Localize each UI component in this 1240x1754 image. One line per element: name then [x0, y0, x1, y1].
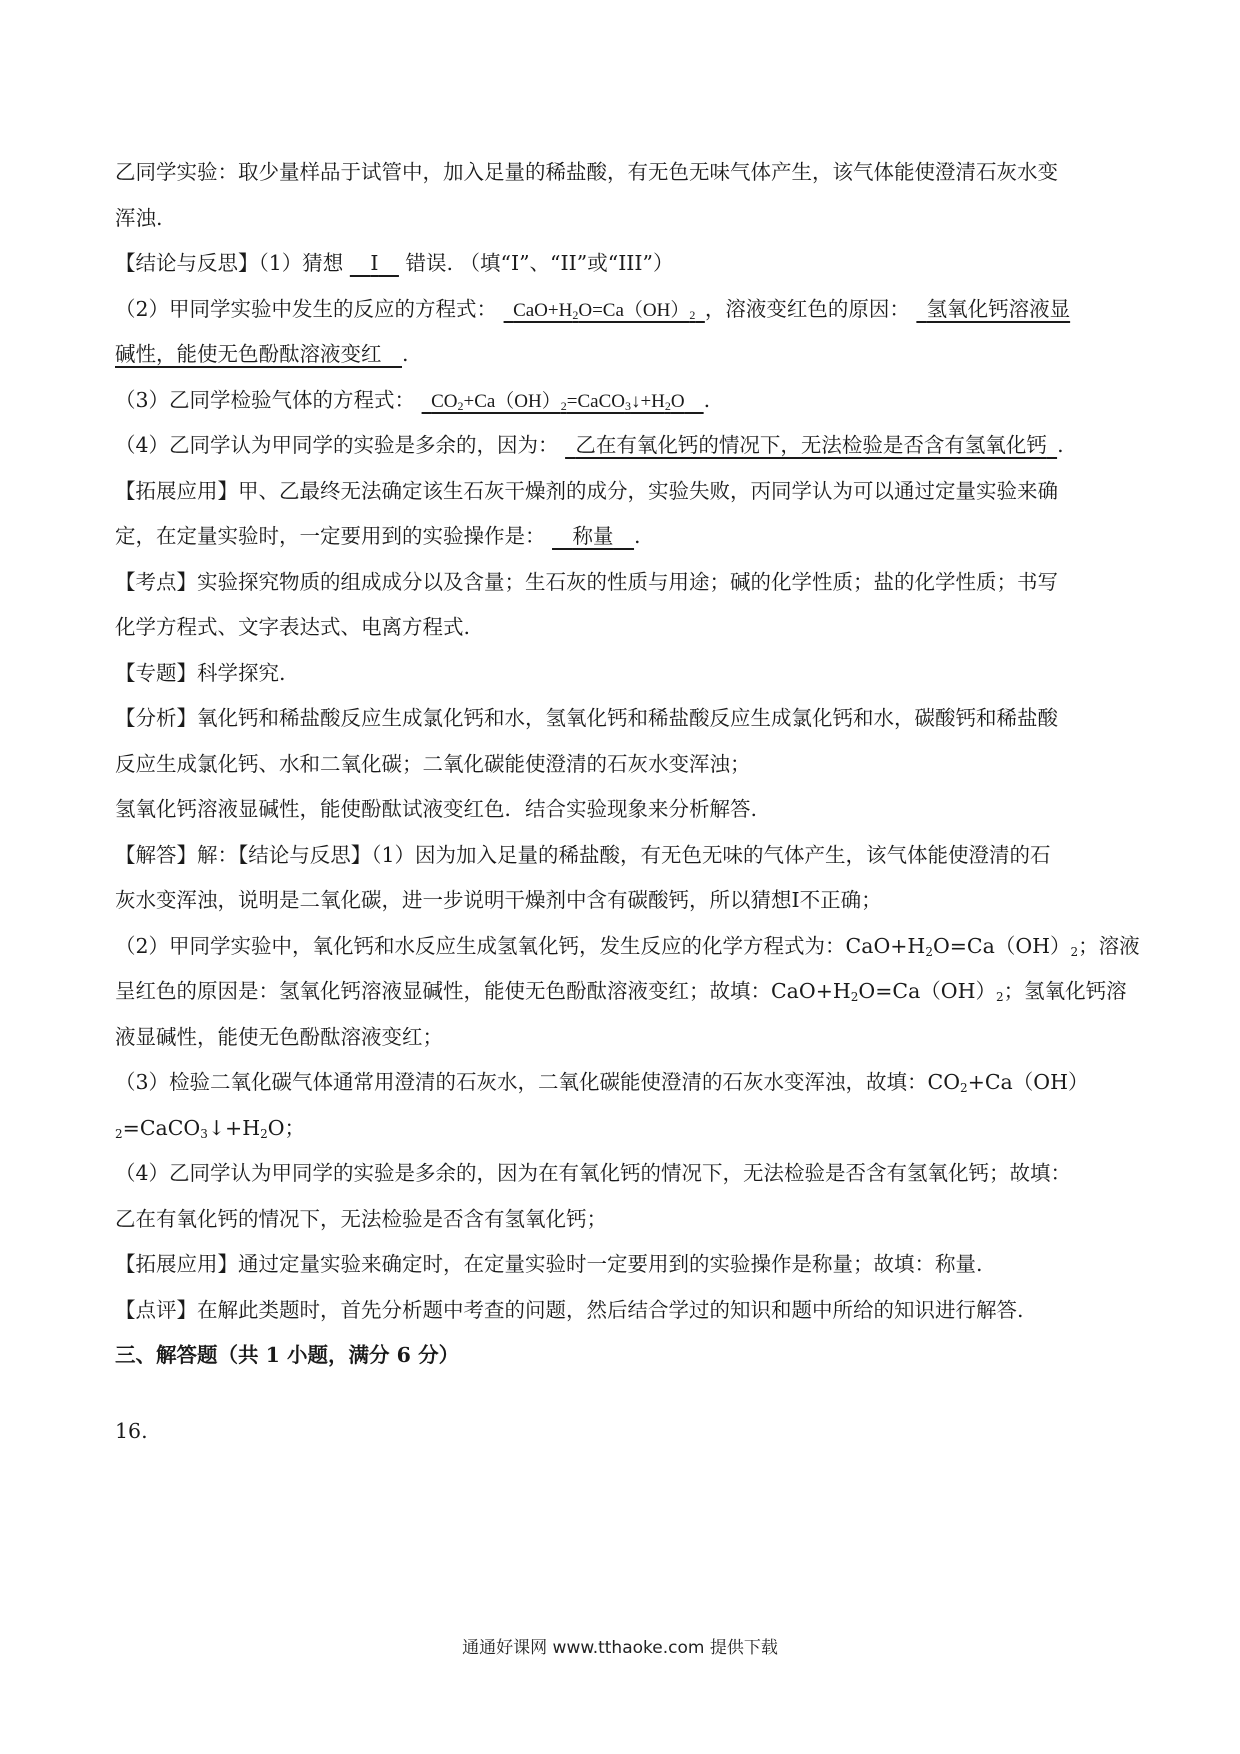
text: 液显碱性，能使无色酚酞溶液变红； — [115, 1024, 443, 1049]
subscript: 2 — [960, 1081, 968, 1095]
text: 错误. （填“I”、“II”或“III”） — [405, 251, 674, 275]
text: 【分析】氧化钙和稀盐酸反应生成氯化钙和水，氢氧化钙和稀盐酸反应生成氯化钙和水，碳酸钙和稀盐酸 — [115, 706, 1058, 730]
text-line — [115, 696, 1135, 742]
text: ；溶液 — [1078, 933, 1140, 958]
answer-text: I — [370, 251, 379, 275]
text: 【拓展应用】甲、乙最终无法确定该生石灰干燥剂的成分，实验失败，丙同学认为可以通过定量实验来确 — [115, 478, 1058, 503]
subscript: 3 — [624, 398, 631, 413]
formula-text: CO — [431, 390, 458, 412]
text-line — [115, 924, 1140, 970]
document-body — [115, 150, 1140, 1454]
subscript: 2 — [560, 398, 567, 413]
formula-text: O=Ca（OH） — [578, 299, 690, 321]
conclusion-q1 — [115, 241, 1135, 287]
text: ↓+H — [207, 1115, 261, 1140]
text-line — [115, 469, 1135, 515]
formula-text: ↓+H — [630, 390, 665, 412]
answer-text: 乙在有氧化钙的情况下，无法检验是否含有氢氧化钙 — [575, 433, 1047, 457]
answer-blank — [115, 342, 402, 366]
text: 化学方程式、文字表达式、电离方程式. — [115, 615, 471, 639]
footer-watermark: 通通好课网 www.tthaoke.com 提供下载 — [462, 1638, 778, 1658]
text-line — [115, 1197, 1135, 1243]
answer-blank — [552, 524, 634, 548]
subscript: 3 — [200, 1126, 208, 1141]
text: 氢氧化钙溶液显碱性，能使酚酞试液变红色．结合实验现象来分析解答. — [115, 797, 758, 821]
text: 定，在定量实验时，一定要用到的实验操作是： — [115, 524, 546, 548]
text: （2）甲同学实验中发生的反应的方程式： — [115, 296, 498, 321]
subscript: 2 — [996, 990, 1004, 1004]
heading-text: 三、解答题（共 1 小题，满分 6 分） — [115, 1343, 460, 1367]
text: 【结论与反思】（1）猜想 — [115, 251, 344, 275]
section-heading — [115, 1333, 1135, 1379]
spacer — [115, 1379, 1135, 1409]
text: O=Ca（OH） — [858, 979, 996, 1003]
text-line — [115, 1015, 1135, 1061]
text: . — [634, 524, 641, 548]
formula-text: =CaCO — [566, 390, 625, 412]
text-line — [115, 605, 1135, 651]
text: 反应生成氯化钙、水和二氧化碳；二氧化碳能使澄清的石灰水变浑浊； — [115, 751, 751, 776]
text: =CaCO — [122, 1115, 201, 1140]
text-line — [115, 742, 1135, 788]
text-line — [115, 1106, 1135, 1152]
subscript: 2 — [925, 944, 933, 959]
text-line — [115, 560, 1135, 606]
conclusion-q3 — [115, 378, 1135, 424]
subscript: 2 — [260, 1126, 268, 1141]
question-number — [115, 1409, 1135, 1455]
text-line — [115, 1288, 1135, 1334]
text: 【拓展应用】通过定量实验来确定时，在定量实验时一定要用到的实验操作是称量；故填：称量. — [115, 1252, 983, 1276]
formula-text: CaO+H — [513, 299, 573, 321]
text-line — [115, 196, 1135, 242]
text: （2）甲同学实验中，氧化钙和水反应生成氢氧化钙，发生反应的化学方程式为：CaO+H — [115, 933, 926, 958]
answer-blank — [565, 433, 1057, 457]
text-line — [115, 833, 1135, 879]
text: （3）乙同学检验气体的方程式： — [115, 387, 416, 412]
text: 【考点】实验探究物质的组成成分以及含量；生石灰的性质与用途；碱的化学性质；盐的化学性质；书写 — [115, 569, 1058, 594]
text: （3）检验二氧化碳气体通常用澄清的石灰水，二氧化碳能使澄清的石灰水变浑浊，故填：CO — [115, 1070, 961, 1094]
subscript: 2 — [572, 307, 579, 322]
text: +Ca（OH） — [967, 1070, 1089, 1094]
text: 【解答】解：【结论与反思】（1）因为加入足量的稀盐酸，有无色无味的气体产生，该气体能使澄清的石 — [115, 842, 1051, 867]
text: 乙在有氧化钙的情况下，无法检验是否含有氢氧化钙； — [115, 1206, 607, 1231]
text: 【点评】在解此类题时，首先分析题中考查的问题，然后结合学过的知识和题中所给的知识进行解答. — [115, 1297, 1024, 1322]
formula-text: O — [670, 390, 685, 412]
answer-blank — [350, 251, 399, 275]
text: ；氢氧化钙溶 — [1003, 979, 1127, 1003]
text: 16. — [115, 1418, 148, 1443]
text: . — [402, 342, 409, 366]
text: （4）乙同学认为甲同学的实验是多余的，因为在有氧化钙的情况下，无法检验是否含有氢氧化钙；故填： — [115, 1161, 1072, 1185]
conclusion-q2-cont — [115, 332, 1135, 378]
formula-text: +Ca（OH） — [463, 390, 561, 412]
text: 呈红色的原因是：氢氧化钙溶液显碱性，能使无色酚酞溶液变红；故填：CaO+H — [115, 979, 851, 1003]
answer-blank — [916, 297, 1070, 321]
subscript: 2 — [664, 398, 671, 413]
text-line — [115, 1242, 1135, 1288]
text-line — [115, 787, 1135, 833]
answer-blank — [422, 391, 704, 412]
text-line — [115, 651, 1135, 697]
conclusion-q2 — [115, 287, 1135, 333]
text: . — [1057, 433, 1064, 457]
text: ，溶液变红色的原因： — [704, 296, 910, 321]
conclusion-q4 — [115, 423, 1135, 469]
text: O=Ca（OH） — [932, 933, 1071, 958]
answer-blank — [504, 300, 705, 321]
text: O； — [267, 1115, 306, 1140]
text: 浑浊. — [115, 205, 163, 230]
subscript: 2 — [457, 398, 464, 413]
subscript: 2 — [850, 990, 859, 1004]
subscript: 2 — [689, 307, 696, 322]
text: . — [703, 387, 711, 412]
text-line — [115, 1060, 1135, 1106]
text-line — [115, 969, 1135, 1015]
text-line — [115, 1151, 1135, 1197]
answer-text: 氢氧化钙溶液显 — [926, 296, 1071, 321]
answer-text: 称量 — [572, 524, 614, 548]
text: 乙同学实验：取少量样品于试管中，加入足量的稀盐酸，有无色无味气体产生，该气体能使澄清石灰水变 — [115, 160, 1058, 184]
text: 灰水变浑浊，说明是二氧化碳，进一步说明干燥剂中含有碳酸钙，所以猜想Ⅰ不正确； — [115, 888, 882, 912]
text-line — [115, 150, 1135, 196]
text: （4）乙同学认为甲同学的实验是多余的，因为： — [115, 433, 559, 457]
extension-q — [115, 514, 1135, 560]
subscript: 2 — [1070, 944, 1079, 959]
subscript: 2 — [115, 1126, 123, 1141]
text: 【专题】科学探究. — [115, 660, 286, 685]
answer-text: 碱性，能使无色酚酞溶液变红 — [115, 342, 382, 366]
text-line — [115, 878, 1135, 924]
